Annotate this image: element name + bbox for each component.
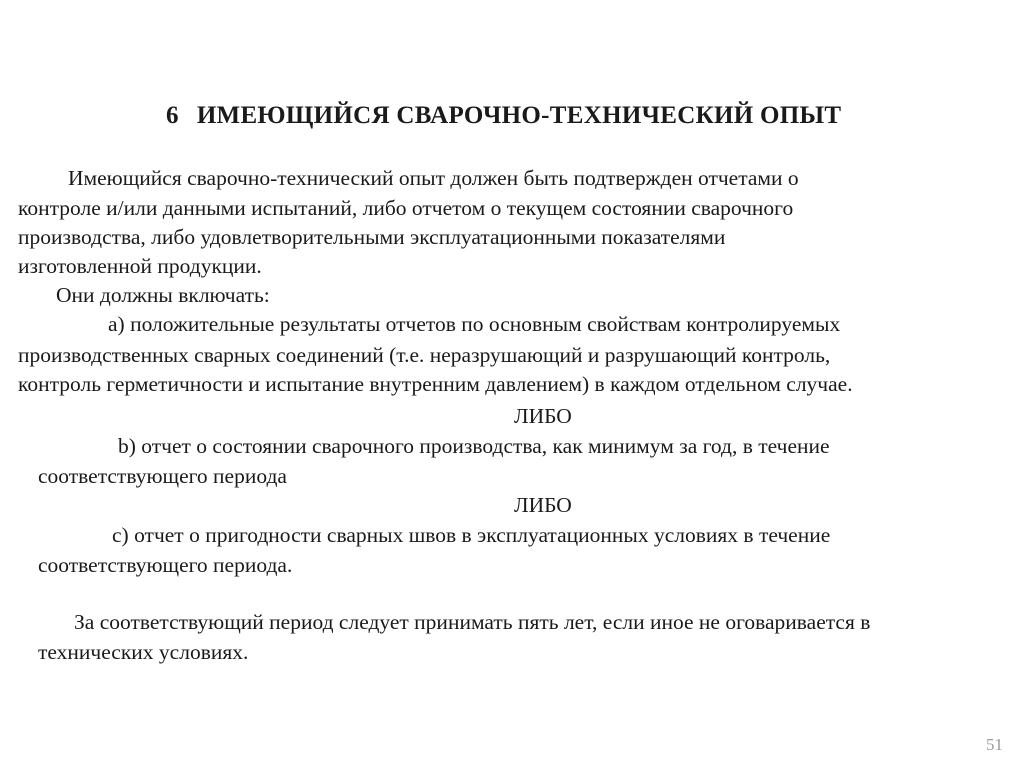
item-c-line-1: c) отчет о пригодности сварных швов в эксплуатационных условиях в течение xyxy=(112,523,831,547)
intro-line-3: производства, либо удовлетворительными эксплуатационными показателями xyxy=(18,225,726,249)
include-label: Они должны включать: xyxy=(56,283,270,307)
intro-line-2: контроле и/или данными испытаний, либо отчетом о текущем состоянии сварочного xyxy=(18,196,794,220)
section-title: ИМЕЮЩИЙСЯ СВАРОЧНО-ТЕХНИЧЕСКИЙ ОПЫТ xyxy=(196,102,842,129)
or-label-2: ЛИБО xyxy=(514,493,572,517)
item-a-line-2: производственных сварных соединений (т.е. неразрушающий и разрушающий контроль, xyxy=(18,343,831,367)
intro-line-4: изготовленной продукции. xyxy=(18,254,262,278)
item-b-line-1: b) отчет о состоянии сварочного производства, как минимум за год, в течение xyxy=(118,434,830,458)
page-number: 51 xyxy=(986,735,1003,754)
item-b-line-2: соответствующего периода xyxy=(38,464,287,488)
section-heading xyxy=(166,102,841,130)
closing-line-2: технических условиях. xyxy=(38,640,249,664)
closing-line-1: За соответствующий период следует принимать пять лет, если иное не оговаривается в xyxy=(74,610,871,634)
item-a-line-1: а) положительные результаты отчетов по основным свойствам контролируемых xyxy=(108,312,841,336)
item-c-line-2: соответствующего периода. xyxy=(38,553,293,577)
or-label-1: ЛИБО xyxy=(514,404,572,428)
section-number: 6 xyxy=(166,102,179,129)
intro-line-1: Имеющийся сварочно-технический опыт должен быть подтвержден отчетами о xyxy=(68,166,799,190)
item-a-line-3: контроль герметичности и испытание внутренним давлением) в каждом отдельном случае. xyxy=(18,372,853,396)
